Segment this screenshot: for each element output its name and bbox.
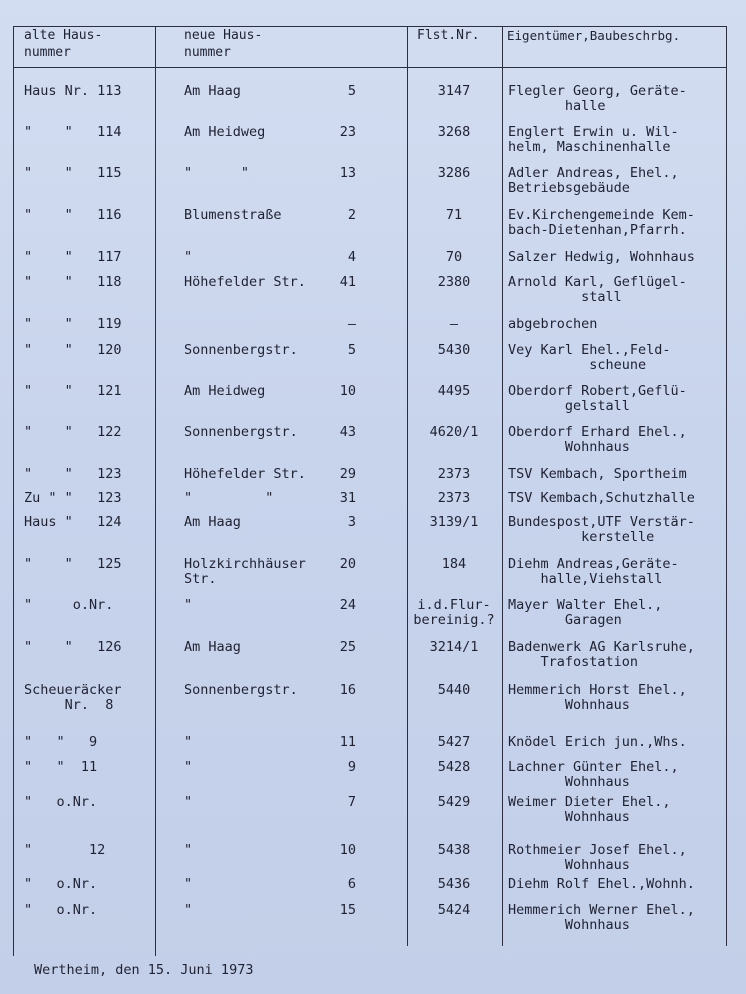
old-house-number: " o.Nr. bbox=[24, 597, 114, 613]
column-rule-5 bbox=[726, 26, 727, 946]
parcel-number: 3286 bbox=[437, 165, 471, 181]
column-rule-2 bbox=[155, 26, 156, 956]
street-name: Höhefelder Str. bbox=[184, 274, 306, 290]
house-number: 20 bbox=[339, 556, 356, 572]
parcel-number: i.d.Flur- bereinig.? bbox=[413, 597, 495, 628]
parcel-number: 4495 bbox=[437, 383, 471, 399]
old-house-number: " " 9 bbox=[24, 734, 98, 750]
old-house-number: " " 121 bbox=[24, 383, 122, 399]
house-number: 11 bbox=[339, 734, 356, 750]
parcel-number: 5440 bbox=[437, 682, 471, 698]
old-house-number: " " 117 bbox=[24, 249, 122, 265]
street-name: " " bbox=[184, 490, 274, 506]
street-name: Sonnenbergstr. bbox=[184, 342, 298, 358]
old-house-number: Haus Nr. 113 bbox=[24, 83, 122, 99]
parcel-number: 4620/1 bbox=[429, 424, 479, 440]
column-rule-1 bbox=[13, 26, 14, 956]
house-number: 5 bbox=[347, 83, 356, 99]
owner-description: TSV Kembach, Sportheim bbox=[508, 466, 687, 482]
old-house-number: Zu " " 123 bbox=[24, 490, 122, 506]
house-number: 29 bbox=[339, 466, 356, 482]
street-name: Sonnenbergstr. bbox=[184, 682, 298, 698]
header-rule bbox=[13, 67, 726, 68]
old-house-number: " " 120 bbox=[24, 342, 122, 358]
parcel-number: 5428 bbox=[437, 759, 471, 775]
street-name: " " bbox=[184, 165, 250, 181]
old-house-number: " " 114 bbox=[24, 124, 122, 140]
owner-description: Flegler Georg, Geräte- halle bbox=[508, 83, 687, 114]
house-number: 6 bbox=[347, 876, 356, 892]
house-number: 2 bbox=[347, 207, 356, 223]
parcel-number: – bbox=[449, 316, 459, 332]
owner-description: Hemmerich Horst Ehel., Wohnhaus bbox=[508, 682, 687, 713]
parcel-number: 5424 bbox=[437, 902, 471, 918]
parcel-number: 3268 bbox=[437, 124, 471, 140]
street-name: " bbox=[184, 759, 193, 775]
old-house-number: " " 119 bbox=[24, 316, 122, 332]
owner-description: Lachner Günter Ehel., Wohnhaus bbox=[508, 759, 679, 790]
street-name: Am Haag bbox=[184, 639, 241, 655]
street-name: " bbox=[184, 249, 193, 265]
house-number: 13 bbox=[339, 165, 356, 181]
street-name: " bbox=[184, 794, 193, 810]
street-name: " bbox=[184, 876, 193, 892]
house-number: 4 bbox=[347, 249, 356, 265]
owner-description: Rothmeier Josef Ehel., Wohnhaus bbox=[508, 842, 687, 873]
old-house-number: " " 122 bbox=[24, 424, 122, 440]
house-number: 10 bbox=[339, 383, 356, 399]
old-house-number: " " 126 bbox=[24, 639, 122, 655]
owner-description: Hemmerich Werner Ehel., Wohnhaus bbox=[508, 902, 695, 933]
header-new-number: neue Haus- nummer bbox=[184, 28, 263, 60]
house-number: 31 bbox=[339, 490, 356, 506]
house-number: 16 bbox=[339, 682, 356, 698]
street-name: Holzkirchhäuser Str. bbox=[184, 556, 306, 587]
house-number: 10 bbox=[339, 842, 356, 858]
street-name: Am Haag bbox=[184, 514, 241, 530]
owner-description: Bundespost,UTF Verstär- kerstelle bbox=[508, 514, 695, 545]
parcel-number: 5430 bbox=[437, 342, 471, 358]
old-house-number: " o.Nr. bbox=[24, 902, 98, 918]
old-house-number: " " 116 bbox=[24, 207, 122, 223]
parcel-number: 5436 bbox=[437, 876, 471, 892]
parcel-number: 70 bbox=[445, 249, 463, 265]
parcel-number: 5429 bbox=[437, 794, 471, 810]
parcel-number: 3139/1 bbox=[429, 514, 479, 530]
parcel-number: 2380 bbox=[437, 274, 471, 290]
street-name: " bbox=[184, 734, 193, 750]
house-number: 3 bbox=[347, 514, 356, 530]
street-name: Blumenstraße bbox=[184, 207, 282, 223]
street-name: " bbox=[184, 597, 193, 613]
street-name: " bbox=[184, 902, 193, 918]
street-name: Am Haag bbox=[184, 83, 241, 99]
owner-description: Diehm Andreas,Geräte- halle,Viehstall bbox=[508, 556, 679, 587]
parcel-number: 2373 bbox=[437, 490, 471, 506]
owner-description: Diehm Rolf Ehel.,Wohnh. bbox=[508, 876, 695, 892]
owner-description: Badenwerk AG Karlsruhe, Trafostation bbox=[508, 639, 695, 670]
owner-description: Adler Andreas, Ehel., Betriebsgebäude bbox=[508, 165, 679, 196]
street-name: Am Heidweg bbox=[184, 383, 266, 399]
owner-description: Arnold Karl, Geflügel- stall bbox=[508, 274, 687, 305]
house-number: 25 bbox=[339, 639, 356, 655]
old-house-number: Scheueräcker Nr. 8 bbox=[24, 682, 122, 713]
old-house-number: Haus " 124 bbox=[24, 514, 122, 530]
owner-description: Weimer Dieter Ehel., Wohnhaus bbox=[508, 794, 671, 825]
old-house-number: " " 11 bbox=[24, 759, 98, 775]
owner-description: Mayer Walter Ehel., Garagen bbox=[508, 597, 663, 628]
owner-description: Knödel Erich jun.,Whs. bbox=[508, 734, 687, 750]
house-number: – bbox=[347, 316, 356, 332]
old-house-number: " o.Nr. bbox=[24, 876, 98, 892]
owner-description: Oberdorf Robert,Geflü- gelstall bbox=[508, 383, 687, 414]
owner-description: TSV Kembach,Schutzhalle bbox=[508, 490, 695, 506]
old-house-number: " " 118 bbox=[24, 274, 122, 290]
owner-description: Salzer Hedwig, Wohnhaus bbox=[508, 249, 695, 265]
header-old-number: alte Haus- nummer bbox=[24, 28, 103, 60]
old-house-number: " 12 bbox=[24, 842, 106, 858]
parcel-number: 5438 bbox=[437, 842, 471, 858]
column-rule-4 bbox=[502, 26, 503, 946]
parcel-number: 71 bbox=[445, 207, 463, 223]
house-number: 23 bbox=[339, 124, 356, 140]
street-name: Sonnenbergstr. bbox=[184, 424, 298, 440]
parcel-number: 3147 bbox=[437, 83, 471, 99]
parcel-number: 2373 bbox=[437, 466, 471, 482]
house-number: 15 bbox=[339, 902, 356, 918]
old-house-number: " o.Nr. bbox=[24, 794, 98, 810]
old-house-number: " " 123 bbox=[24, 466, 122, 482]
street-name: " bbox=[184, 842, 193, 858]
owner-description: Englert Erwin u. Wil- helm, Maschinenhalle bbox=[508, 124, 679, 155]
footer-date-line: Wertheim, den 15. Juni 1973 bbox=[34, 962, 254, 978]
owner-description: Vey Karl Ehel.,Feld- scheune bbox=[508, 342, 671, 373]
header-owner: Eigentümer,Baubeschrbg. bbox=[507, 28, 681, 43]
house-number: 41 bbox=[339, 274, 356, 290]
owner-description: Ev.Kirchengemeinde Kem- bach-Dietenhan,Pfarrh. bbox=[508, 207, 695, 238]
parcel-number: 3214/1 bbox=[429, 639, 479, 655]
old-house-number: " " 125 bbox=[24, 556, 122, 572]
house-number: 43 bbox=[339, 424, 356, 440]
parcel-number: 184 bbox=[441, 556, 467, 572]
street-name: Am Heidweg bbox=[184, 124, 266, 140]
house-number: 9 bbox=[347, 759, 356, 775]
old-house-number: " " 115 bbox=[24, 165, 122, 181]
house-number: 7 bbox=[347, 794, 356, 810]
owner-description: abgebrochen bbox=[508, 316, 598, 332]
street-name: Höhefelder Str. bbox=[184, 466, 306, 482]
house-number: 5 bbox=[347, 342, 356, 358]
house-number: 24 bbox=[339, 597, 356, 613]
owner-description: Oberdorf Erhard Ehel., Wohnhaus bbox=[508, 424, 687, 455]
parcel-number: 5427 bbox=[437, 734, 471, 750]
header-parcel-number: Flst.Nr. bbox=[417, 28, 480, 43]
